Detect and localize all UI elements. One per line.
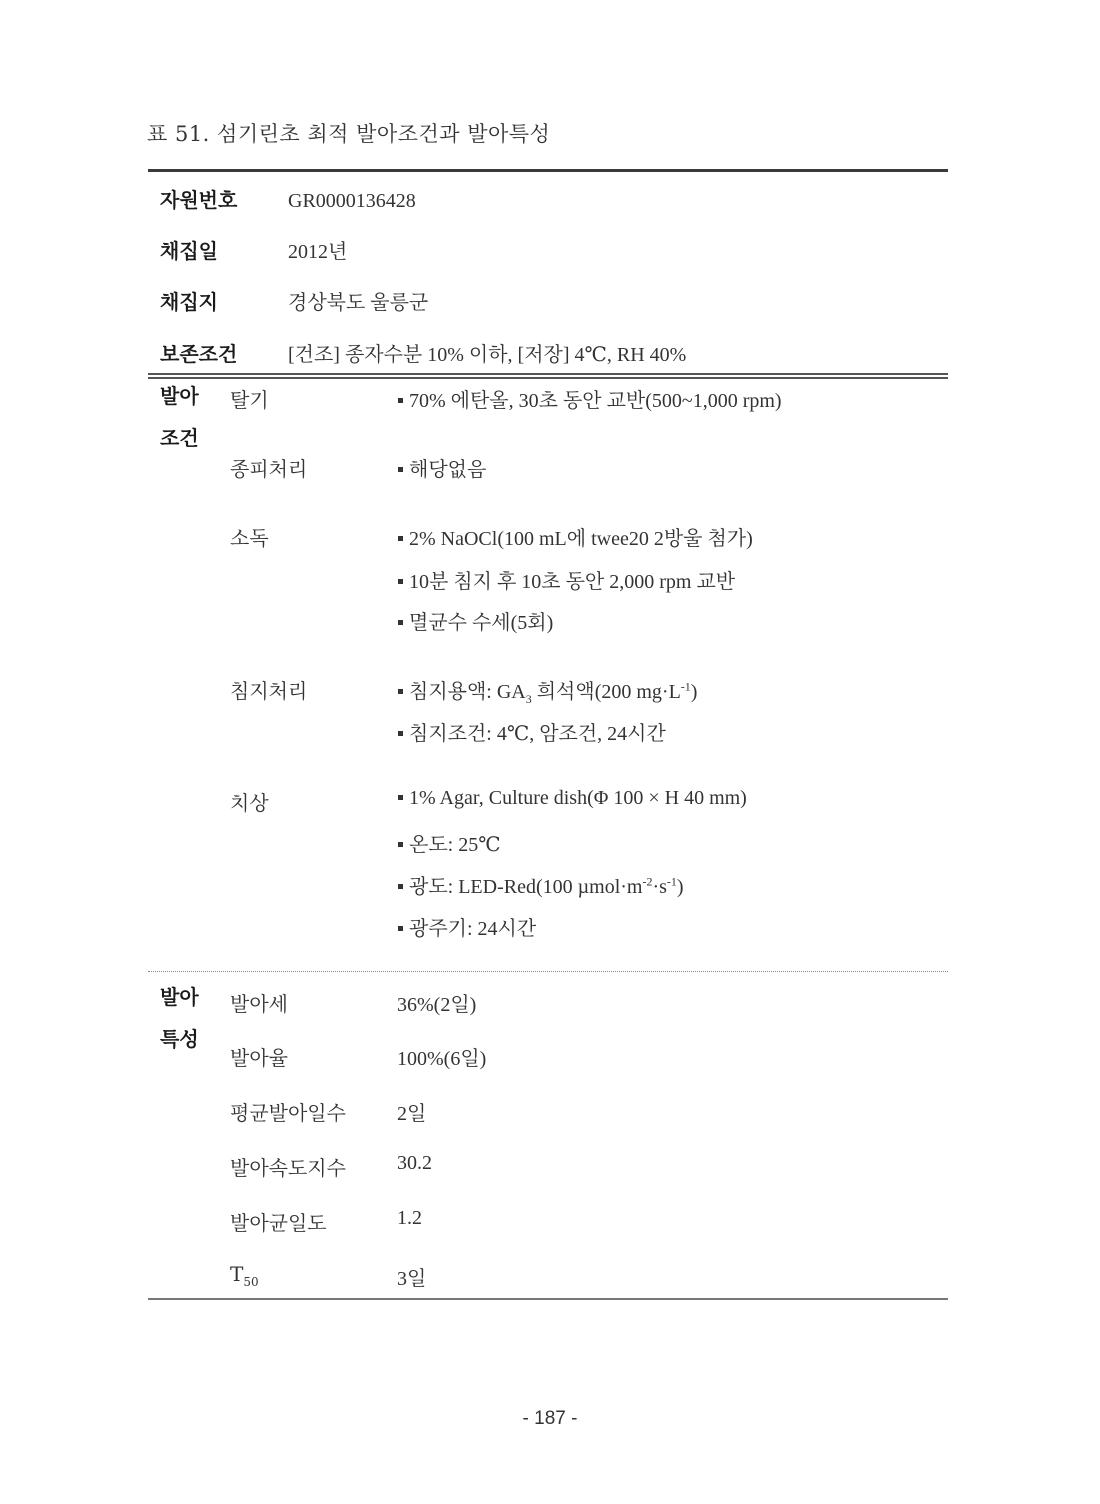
char-label-germination-speed-index: 발아속도지수	[230, 1156, 346, 1180]
condition-bullet: 70% 에탄올, 30초 동안 교반(500~1,000 rpm)	[398, 384, 782, 413]
condition-bullet: 멸균수 수세(5회)	[398, 606, 553, 635]
condition-bullet: 침지용액: $GA_3$ 희석액(200 $mg\cdot L^{-1}$)	[398, 675, 697, 707]
bullet-icon	[398, 620, 403, 625]
condition-bullet: 2% NaOCl(100 mL에 twee20 2방울 첨가)	[398, 522, 753, 551]
char-value-germination-speed-index: 30.2	[397, 1152, 432, 1174]
condition-bullet: 해당없음	[398, 453, 486, 482]
resource-no-value: GR0000136428	[288, 190, 416, 212]
bullet-icon	[398, 795, 403, 800]
char-value-mean-germination-days: 2일	[397, 1103, 427, 1125]
table-bottom-rule	[148, 1298, 948, 1300]
table-top-rule	[148, 169, 948, 172]
section-dotted-rule	[148, 971, 948, 972]
collection-date-label: 채집일	[160, 239, 218, 263]
char-label-germination-uniformity: 발아균일도	[230, 1211, 327, 1235]
condition-bullet: 광주기: 24시간	[398, 912, 536, 941]
condition-label-seedcoat: 종피처리	[230, 457, 308, 481]
condition-label-degassing: 탈기	[230, 388, 269, 412]
char-label-germination-rate: 발아율	[230, 1046, 288, 1070]
characteristics-section-label	[160, 976, 220, 1060]
char-label-mean-germination-days: 평균발아일수	[230, 1101, 346, 1125]
characteristics-label-line1: 발아	[160, 985, 199, 1009]
table-caption: 표 51. 섬기린초 최적 발아조건과 발아특성	[147, 122, 551, 146]
condition-label-disinfection: 소독	[230, 526, 269, 550]
condition-bullet: 10분 침지 후 10초 동안 2,000 rpm 교반	[398, 565, 735, 594]
bullet-icon	[398, 731, 403, 736]
char-label-t50: $T_{50}$	[230, 1262, 259, 1289]
bullet-icon	[398, 398, 403, 403]
info-row-collection-date	[160, 235, 347, 264]
resource-no-label: 자원번호	[160, 188, 238, 212]
collection-site-value: 경상북도 울릉군	[288, 292, 429, 314]
info-row-collection-site	[160, 286, 428, 315]
storage-value: [건조] 종자수분 10% 이하, [저장] 4℃, RH 40%	[288, 344, 687, 366]
bullet-icon	[398, 884, 403, 889]
condition-bullet: 온도: 25℃	[398, 828, 501, 857]
char-value-t50: 3일	[397, 1268, 427, 1290]
bullet-icon	[398, 467, 403, 472]
characteristics-label-line2: 특성	[160, 1027, 199, 1051]
bullet-icon	[398, 536, 403, 541]
page-number: - 187 -	[522, 1408, 578, 1429]
bullet-icon	[398, 579, 403, 584]
condition-bullet: 1% Agar, Culture dish(Φ 100 × H 40 mm)	[398, 787, 747, 810]
conditions-label-line1: 발아	[160, 384, 199, 408]
section-double-rule	[148, 373, 948, 379]
bullet-icon	[398, 689, 403, 694]
bullet-icon	[398, 926, 403, 931]
conditions-section-label	[160, 375, 220, 459]
char-value-germination-uniformity: 1.2	[397, 1207, 422, 1229]
condition-label-sowing: 치상	[230, 791, 269, 815]
condition-bullet: 침지조건: 4℃, 암조건, 24시간	[398, 717, 666, 746]
condition-label-soaking: 침지처리	[230, 679, 308, 703]
collection-date-value: 2012년	[288, 241, 348, 263]
collection-site-label: 채집지	[160, 290, 218, 314]
condition-bullet: 광도: LED-Red(100 $\mu mol\cdot m^{-2}\cdot s^{-1}$)	[398, 870, 684, 899]
info-row-resource-no	[160, 184, 416, 213]
char-value-germination-rate: 100%(6일)	[397, 1048, 487, 1070]
char-value-germination-energy: 36%(2일)	[397, 994, 477, 1016]
char-label-germination-energy: 발아세	[230, 992, 288, 1016]
bullet-icon	[398, 842, 403, 847]
conditions-label-line2: 조건	[160, 426, 199, 450]
info-row-storage	[160, 338, 686, 367]
storage-label: 보존조건	[160, 342, 238, 366]
